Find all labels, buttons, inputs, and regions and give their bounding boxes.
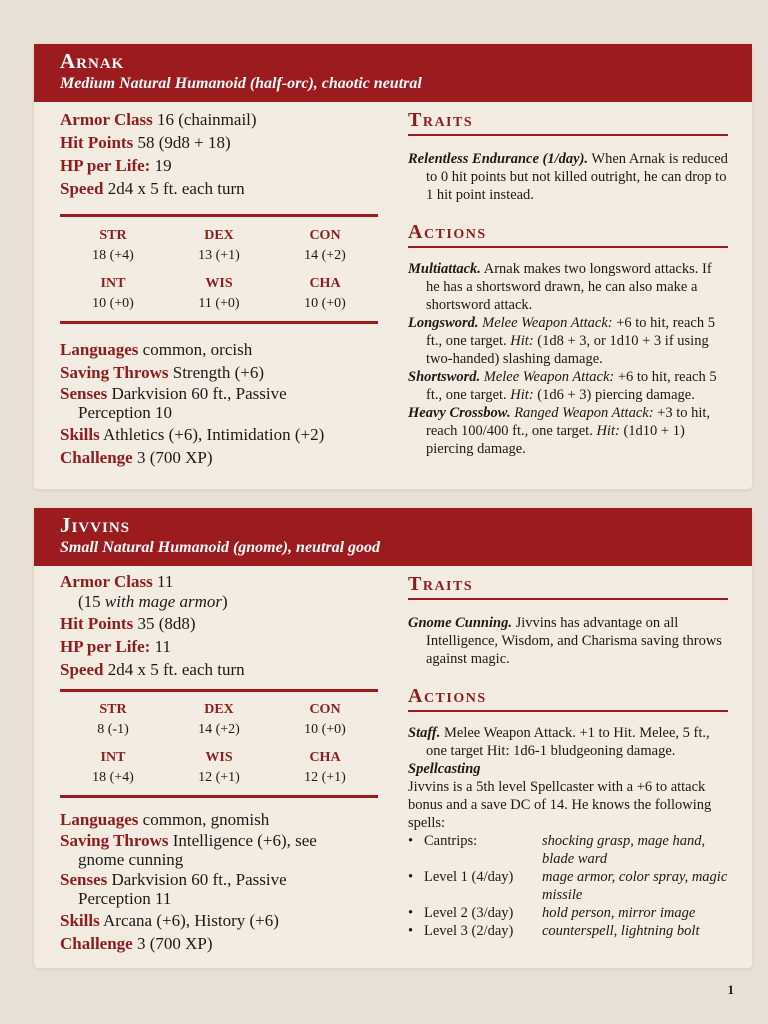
- armor-class: Armor Class 16 (chainmail): [60, 110, 257, 129]
- action-heavy-crossbow: Heavy Crossbow. Ranged Weapon Attack: +3 to hit, reach 100/400 ft., one target. Hit: (1d10 + 1) piercing damage.: [408, 405, 711, 457]
- hit-points: Hit Points 35 (8d8): [60, 614, 196, 633]
- ability-cha: CHA 12 (+1): [304, 750, 346, 785]
- languages: Languages common, gnomish: [60, 810, 270, 829]
- divider: [60, 214, 378, 217]
- ability-wis: WIS 11 (+0): [198, 276, 240, 311]
- spellcasting-title: Spellcasting: [408, 761, 481, 777]
- spellcasting-text: Jivvins is a 5th level Spellcaster with a +6 to attack bonus and a save DC of 14. He knows the following spells:: [408, 779, 712, 831]
- action-shortsword: Shortsword. Melee Weapon Attack: +6 to hit, reach 5 ft., one target. Hit: (1d6 + 3) piercing damage.: [408, 369, 717, 403]
- ability-con: CON 14 (+2): [304, 228, 346, 263]
- list-item: • Level 2 (3/day) hold person, mirror image: [408, 905, 696, 921]
- list-item: • Level 3 (2/day) counterspell, lightning bolt: [408, 923, 700, 939]
- list-item: • Cantrips: shocking grasp, mage hand, blade ward: [408, 833, 706, 867]
- left-column: [60, 572, 378, 955]
- actions-heading: Actions: [408, 220, 728, 248]
- speed: Speed 2d4 x 5 ft. each turn: [60, 660, 245, 679]
- creature-type: Medium Natural Humanoid (half-orc), chaotic neutral: [60, 75, 422, 92]
- senses-continued: Perception 10: [78, 403, 172, 422]
- saving-throws: Saving Throws Strength (+6): [60, 363, 265, 382]
- creature-name: Jivvins: [60, 513, 131, 537]
- senses: Senses Darkvision 60 ft., Passive: [60, 384, 287, 403]
- divider: [60, 689, 378, 692]
- ability-dex: DEX 14 (+2): [198, 702, 240, 737]
- actions-heading: Actions: [408, 684, 728, 712]
- languages: Languages common, orcish: [60, 340, 253, 359]
- action-staff: Staff. Melee Weapon Attack. +1 to Hit. Melee, 5 ft., one target Hit: 1d6-1 bludgeoning damage.: [408, 725, 710, 759]
- skills: Skills Arcana (+6), History (+6): [60, 911, 279, 930]
- list-item: • Level 1 (4/day) mage armor, color spray, magic missile: [408, 869, 728, 903]
- ability-dex: DEX 13 (+1): [198, 228, 240, 263]
- divider: [60, 795, 378, 798]
- hp-per-life: HP per Life: 11: [60, 637, 171, 656]
- ability-int: INT 18 (+4): [92, 750, 134, 785]
- statblock-card-jivvins: [34, 508, 752, 968]
- hp-per-life: HP per Life: 19: [60, 156, 172, 175]
- ability-con: CON 10 (+0): [304, 702, 346, 737]
- armor-class-alt: (15 with mage armor): [78, 592, 228, 611]
- action-longsword: Longsword. Melee Weapon Attack: +6 to hit, reach 5 ft., one target. Hit: (1d8 + 3, or 1d10 + 3 if using two-handed) slashing damage.: [408, 315, 715, 367]
- ability-scores: [60, 225, 378, 321]
- speed: Speed 2d4 x 5 ft. each turn: [60, 179, 245, 198]
- armor-class: Armor Class 11: [60, 572, 174, 591]
- ability-wis: WIS 12 (+1): [198, 750, 240, 785]
- ability-int: INT 10 (+0): [92, 276, 134, 311]
- card-header: [34, 508, 752, 566]
- right-column: [408, 108, 728, 458]
- divider: [60, 321, 378, 324]
- trait-relentless-endurance: Relentless Endurance (1/day). When Arnak is reduced to 0 hit points but not killed outright, he can drop to 1 hit point instead.: [408, 151, 728, 203]
- ability-str: STR 18 (+4): [92, 228, 134, 263]
- spell-list: [408, 832, 728, 940]
- statblock-card-arnak: [34, 44, 752, 489]
- creature-name: Arnak: [60, 49, 125, 73]
- ability-str: STR 8 (-1): [97, 702, 129, 737]
- hit-points: Hit Points 58 (9d8 + 18): [60, 133, 231, 152]
- traits-heading: Traits: [408, 108, 728, 136]
- senses-continued: Perception 11: [78, 889, 172, 908]
- page-number: 1: [727, 982, 734, 997]
- card-header: [34, 44, 752, 102]
- trait-gnome-cunning: Gnome Cunning. Jivvins has advantage on all Intelligence, Wisdom, and Charisma saving throws against magic.: [408, 615, 722, 667]
- creature-type: Small Natural Humanoid (gnome), neutral good: [60, 539, 381, 556]
- challenge: Challenge 3 (700 XP): [60, 448, 213, 467]
- ability-cha: CHA 10 (+0): [304, 276, 346, 311]
- left-column: [60, 108, 378, 469]
- senses: Senses Darkvision 60 ft., Passive: [60, 870, 287, 889]
- right-column: [408, 572, 728, 940]
- action-multiattack: Multiattack. Arnak makes two longsword attacks. If he has a shortsword drawn, he can also make a shortsword attack.: [408, 261, 712, 313]
- saving-throws: Saving Throws Intelligence (+6), see: [60, 831, 317, 850]
- traits-heading: Traits: [408, 572, 728, 600]
- ability-scores: [60, 699, 378, 795]
- skills: Skills Athletics (+6), Intimidation (+2): [60, 425, 325, 444]
- saving-throws-continued: gnome cunning: [78, 850, 184, 869]
- challenge: Challenge 3 (700 XP): [60, 934, 213, 953]
